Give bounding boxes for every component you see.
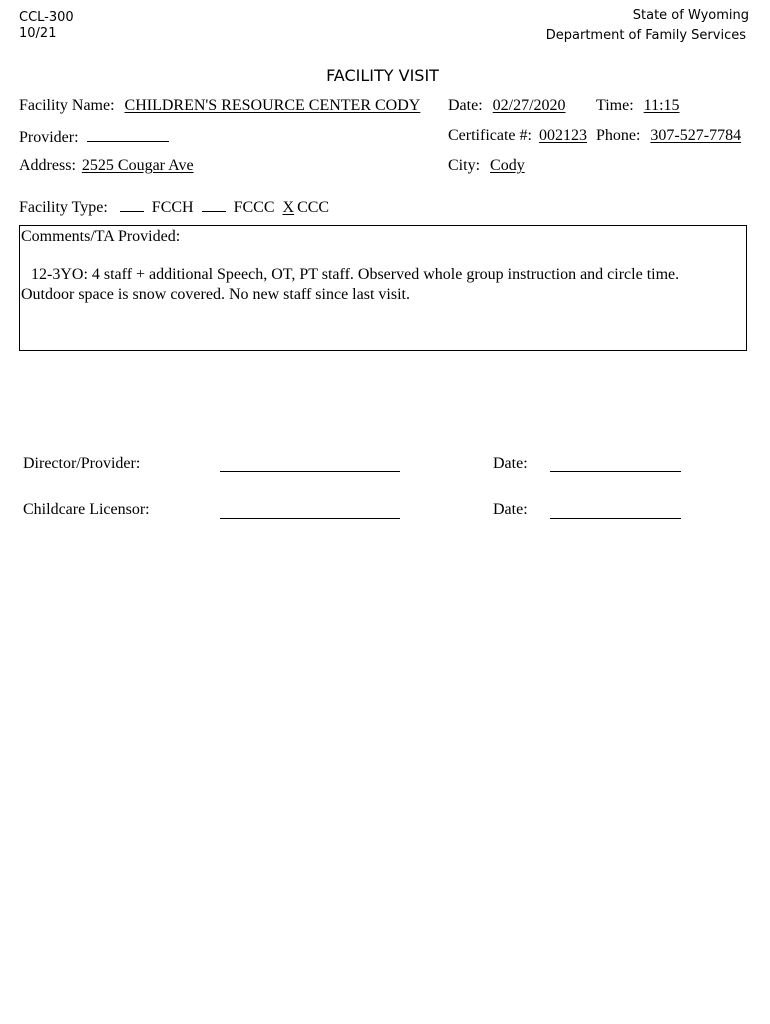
form-revision-date: 10/21 bbox=[19, 26, 57, 41]
phone-value: 307-527-7784 bbox=[650, 127, 742, 144]
provider-blank bbox=[87, 127, 169, 142]
time-row bbox=[596, 97, 680, 115]
date-value: 02/27/2020 bbox=[492, 97, 566, 114]
form-header-left bbox=[19, 10, 74, 42]
state-name: State of Wyoming bbox=[632, 8, 749, 23]
date-row bbox=[448, 97, 566, 115]
time-label: Time: bbox=[596, 97, 634, 114]
certificate-value: 002123 bbox=[538, 127, 587, 144]
licensor-date-label: Date: bbox=[493, 501, 528, 518]
form-code: CCL-300 bbox=[19, 10, 74, 25]
facility-type-label: Facility Type: bbox=[19, 199, 108, 216]
director-date-label: Date: bbox=[493, 455, 528, 472]
phone-label: Phone: bbox=[595, 127, 641, 144]
page-title: FACILITY VISIT bbox=[326, 66, 439, 85]
childcare-licensor-label: Childcare Licensor: bbox=[23, 501, 150, 518]
address-value: 2525 Cougar Ave bbox=[81, 157, 194, 174]
director-signature-line bbox=[220, 471, 400, 472]
facility-name-label: Facility Name: bbox=[19, 97, 115, 114]
address-label: Address: bbox=[19, 157, 76, 174]
department-name: Department of Family Services bbox=[545, 28, 746, 43]
certificate-label: Certificate #: bbox=[448, 127, 532, 144]
fcch-checkbox-blank bbox=[120, 197, 144, 212]
licensor-date-line bbox=[550, 518, 681, 519]
ccc-checkbox-mark: X bbox=[282, 199, 295, 216]
fccc-option: FCCC bbox=[233, 199, 275, 216]
comments-line-2: Outdoor space is snow covered. No new staff since last visit. bbox=[21, 286, 410, 303]
provider-label: Provider: bbox=[19, 129, 79, 146]
facility-type-row bbox=[19, 197, 329, 217]
ccc-option: CCC bbox=[297, 199, 330, 216]
city-value: Cody bbox=[490, 157, 525, 174]
comments-label: Comments/TA Provided: bbox=[21, 228, 181, 245]
comments-line-1: 12-3YO: 4 staff + additional Speech, OT, PT staff. Observed whole group instruction and circle time. bbox=[31, 266, 680, 283]
provider-row bbox=[19, 127, 169, 147]
city-label: City: bbox=[448, 157, 481, 174]
address-row bbox=[19, 157, 194, 175]
certificate-row bbox=[448, 127, 741, 145]
licensor-signature-line bbox=[220, 518, 400, 519]
fcch-option: FCCH bbox=[151, 199, 194, 216]
fccc-checkbox-blank bbox=[202, 197, 226, 212]
time-value: 11:15 bbox=[643, 97, 680, 114]
comments-box bbox=[19, 225, 747, 351]
facility-name-value: CHILDREN'S RESOURCE CENTER CODY bbox=[124, 97, 421, 114]
facility-name-row bbox=[19, 97, 420, 115]
director-provider-label: Director/Provider: bbox=[23, 455, 141, 472]
director-date-line bbox=[550, 471, 681, 472]
date-label: Date: bbox=[448, 97, 483, 114]
city-row bbox=[448, 157, 525, 175]
form-header-right bbox=[546, 6, 749, 46]
